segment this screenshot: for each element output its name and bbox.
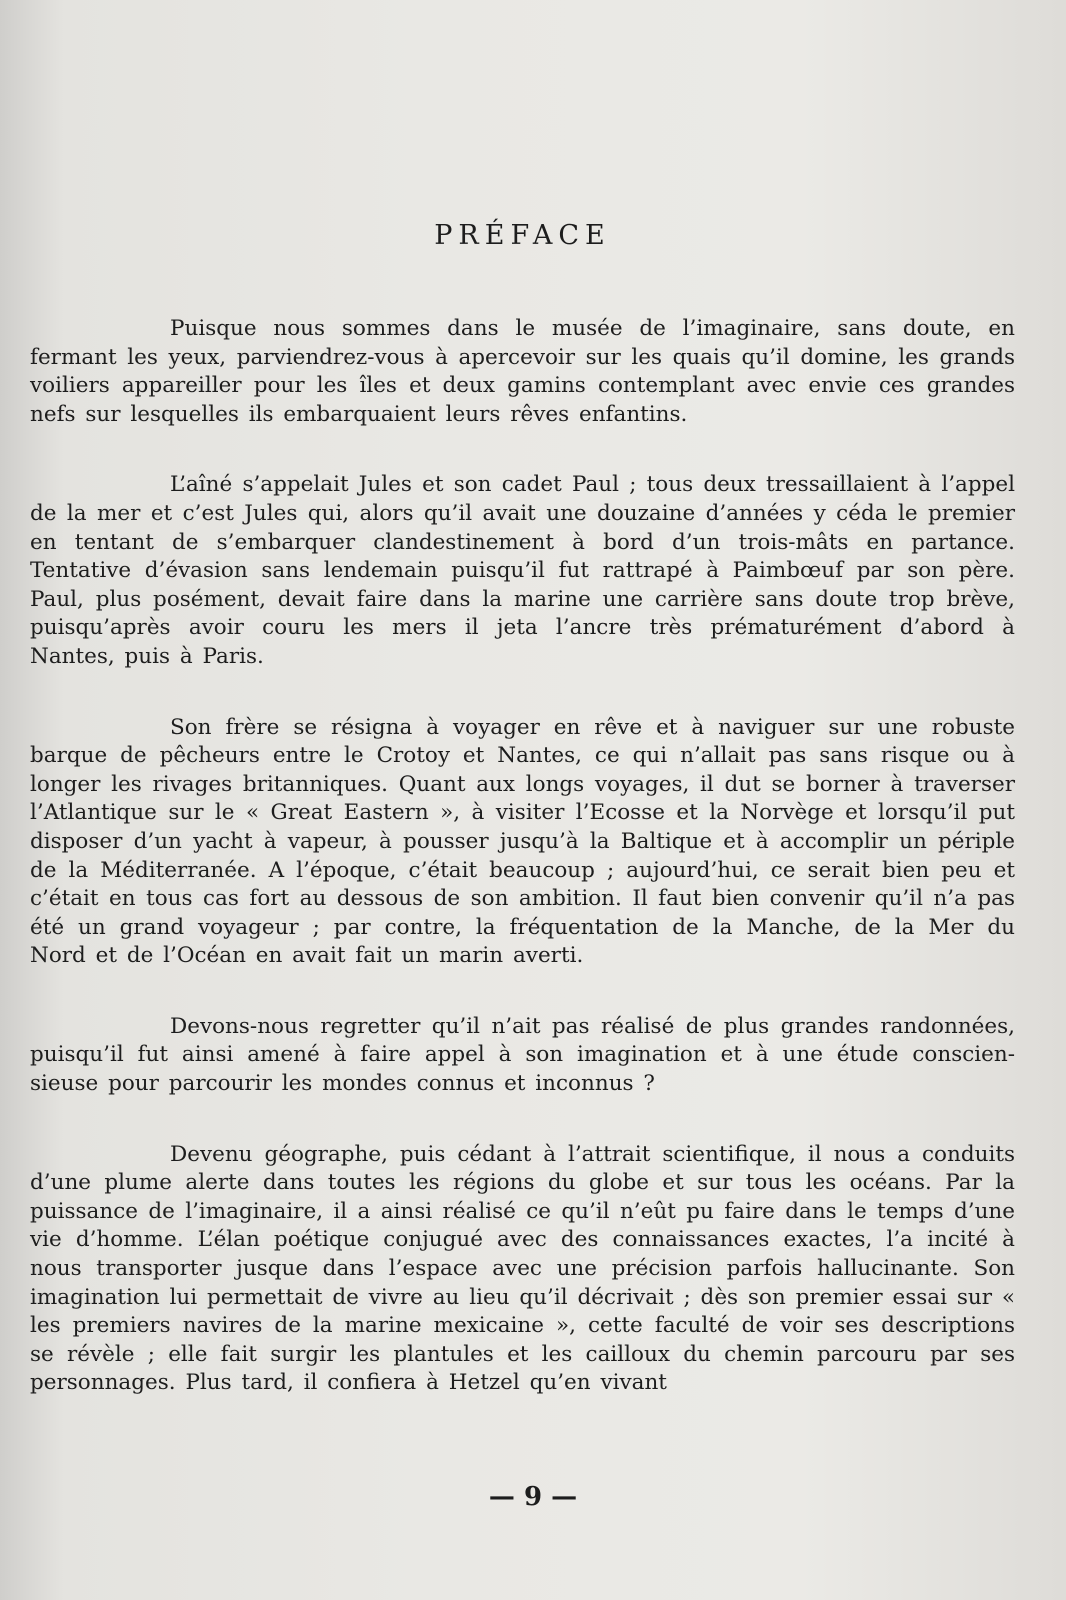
paragraph-3: Son frère se résigna à voyager en rêve et à naviguer sur une robuste barque de pêcheurs entre le Crotoy et Nantes, ce qui n’allait pas sans risque ou à longer les rivages britanniques. Quant aux longs voyages, il dut se borner à traverser l’Atlantique sur le « Great Eastern », à visiter l’Ecosse et la Norvège et lorsqu’il put disposer d’un yacht à vapeur, à pousser jusqu’à la Baltique et à accomplir un périple de la Méditerranée. A l’époque, c’était beaucoup ; aujourd’hui, ce serait bien peu et c’était en tous cas fort au dessous de son ambition. Il faut bien convenir qu’il n’a pas été un grand voyageur ; par contre, la fréquentation de la Manche, de la Mer du Nord et de l’Océan en avait fait un marin averti.	[30, 714, 1015, 969]
paragraph-5: Devenu géographe, puis cédant à l’attrait scientifique, il nous a conduits d’une plume alerte dans toutes les régions du globe et sur tous les océans. Par la puissance de l’imaginaire, il a ainsi réalisé ce qu’il n’eût pu faire dans le temps d’une vie d’homme. L’élan poétique conjugué avec des connaissances exactes, l’a incité à nous transporter jusque dans l’espace avec une précision parfois hallucinante. Son imagination lui permettait de vivre au lieu qu’il décrivait ; dès son premier essai sur « les premiers navires de la marine mexicaine », cette faculté de voir ses descriptions se révèle ; elle fait surgir les plantules et les cailloux du chemin parcouru par ses personnages. Plus tard, il confiera à Hetzel qu’en vivant	[30, 1141, 1015, 1396]
page-title: PRÉFACE	[434, 220, 611, 251]
paragraph-1: Puisque nous sommes dans le musée de l’imaginaire, sans doute, en fermant les yeux, parviendrez-vous à apercevoir sur les quais qu’il domine, les grands voiliers appareiller pour les îles et deux gamins contemplant avec envie ces grandes nefs sur lesquelles ils embarquaient leurs rêves enfantins.	[30, 316, 1015, 427]
paragraph-2: L’aîné s’appelait Jules et son cadet Paul ; tous deux tressaillaient à l’appel de la mer et c’est Jules qui, alors qu’il avait une douzaine d’années y céda le premier en tentant de s’embarquer clandestinement à bord d’un trois-mâts en partance. Tentative d’évasion sans lendemain puisqu’il fut rattrapé à Paimbœuf par son père. Paul, plus posément, devait faire dans la marine une carrière sans doute trop brève, puisqu’après avoir couru les mers il jeta l’ancre très prématurément d’abord à Nantes, puis à Paris.	[30, 472, 1015, 669]
page-content	[30, 220, 1015, 1440]
page-number: — 9 —	[488, 1482, 578, 1512]
paragraph-4: Devons-nous regretter qu’il n’ait pas réalisé de plus grandes randonnées, puisqu’il fut ainsi amené à faire appel à son imagination et à une étude conscien-sieuse pour parcourir les mondes connus et inconnus ?	[30, 1013, 1015, 1097]
